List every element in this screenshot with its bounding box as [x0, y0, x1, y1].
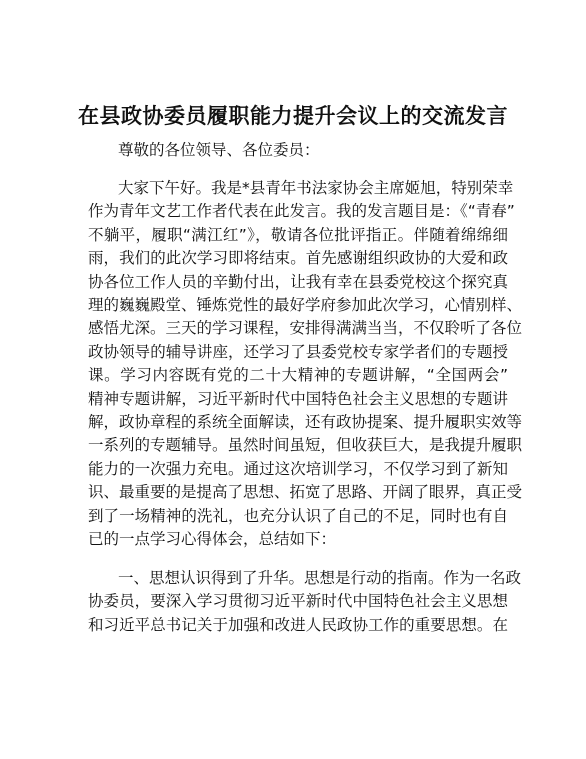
paragraph-line: 大家下午好。我是*县青年书法家协会主席姬旭，特别荣幸: [118, 179, 514, 197]
paragraph-line: 雨，我们的此次学习即将结束。首先感谢组织政协的大爱和政: [88, 249, 508, 268]
paragraph-line: 解，政协章程的系统全面解读，还有政协提案、提升履职实效等: [88, 413, 523, 431]
salutation: 尊敬的各位领导、各位委员：: [118, 141, 320, 159]
paragraph-line: 协委员，要深入学习贯彻习近平新时代中国特色社会主义思想: [88, 592, 508, 611]
paragraph-line: 作为青年文艺工作者代表在此发言。我的发言题目是：《“青春”: [88, 202, 515, 221]
paragraph-line: 理的巍巍殿堂、锤炼党性的最好学府参加此次学习，心情别样、: [88, 296, 523, 314]
paragraph-line: 政协领导的辅导讲座，还学习了县委党校专家学者们的专题授: [88, 342, 508, 361]
paragraph-line: 能力的一次强力充电。通过这次培训学习，不仅学习到了新知: [88, 459, 508, 478]
paragraph-line: 已的一点学习心得体会，总结如下：: [88, 530, 337, 548]
document-title: 在县政协委员履职能力提升会议上的交流发言: [78, 104, 508, 128]
paragraph-line: 感悟尤深。三天的学习课程，安排得满满当当，不仅聆听了各位: [88, 319, 523, 338]
paragraph-line: 课。学习内容既有党的二十大精神的专题讲解，“全国两会”: [88, 366, 508, 385]
paragraph-line: 一系列的专题辅导。虽然时间虽短，但收获巨大，是我提升履职: [88, 436, 523, 455]
paragraph-line: 一、思想认识得到了升华。思想是行动的指南。作为一名政: [118, 569, 522, 587]
paragraph-line: 到了一场精神的洗礼，也充分认识了自己的不足，同时也有自: [88, 506, 508, 525]
paragraph-line: 不躺平，履职“满江红”》，敬请各位批评指正。伴随着绵绵细: [88, 225, 508, 244]
paragraph-line: 识、最重要的是提高了思想、拓宽了思路、开阔了眼界，真正受: [88, 483, 523, 502]
paragraph-line: 和习近平总书记关于加强和改进人民政协工作的重要思想。在: [88, 615, 508, 634]
paragraph-line: 精神专题讲解，习近平新时代中国特色社会主义思想的专题讲: [88, 389, 508, 408]
paragraph-line: 协各位工作人员的辛勤付出，让我有幸在县委党校这个探究真: [88, 272, 508, 291]
